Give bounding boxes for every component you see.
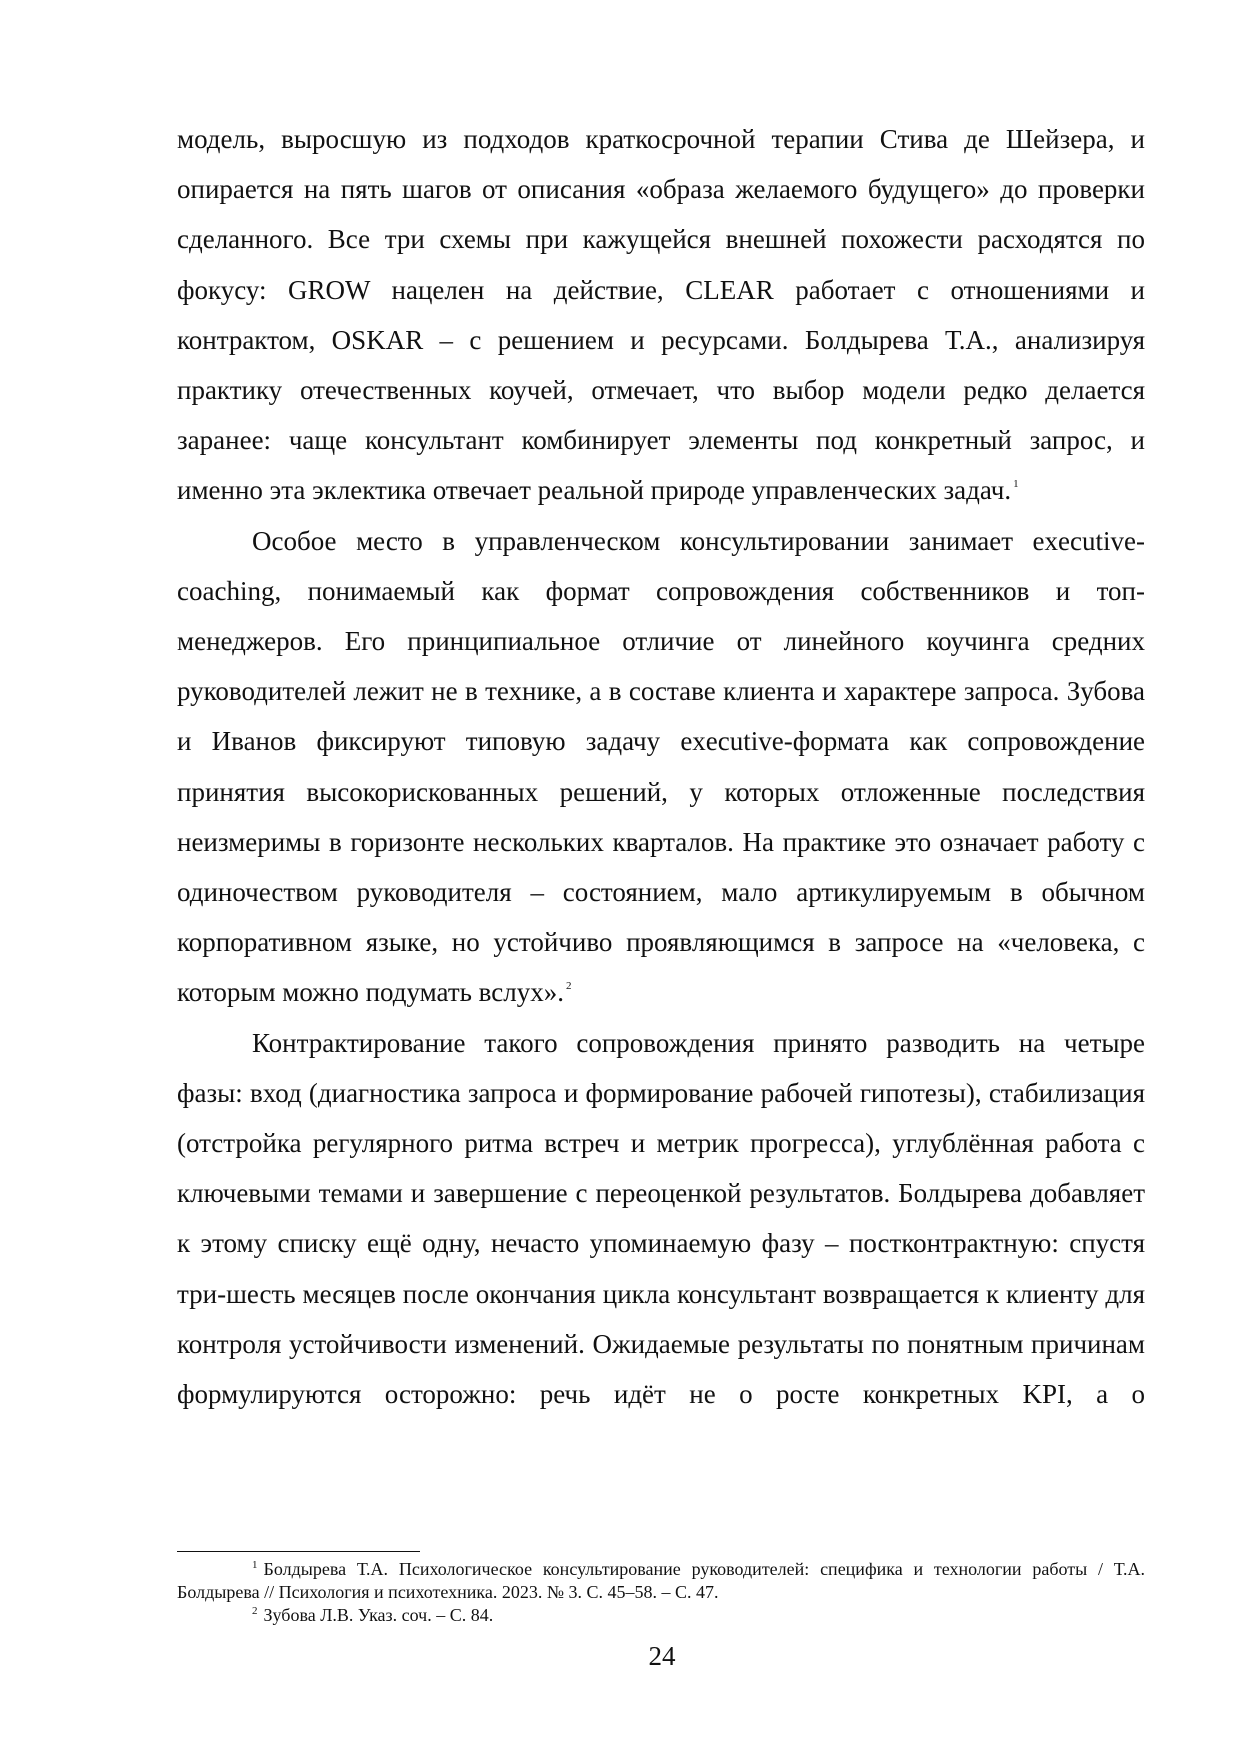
footnote-separator: [177, 1551, 420, 1552]
page-number: 24: [648, 1641, 676, 1671]
footnote-2-text: Зубова Л.В. Указ. соч. – С. 84.: [263, 1605, 494, 1625]
footnote-2: [177, 1604, 1145, 1627]
footnote-ref-2: 2: [565, 980, 572, 993]
footnote-1-number: 1: [252, 1559, 258, 1571]
paragraph-2: [177, 516, 1145, 1018]
footnote-1: [177, 1558, 1145, 1604]
footnotes: [177, 1558, 1145, 1627]
paragraph-1: [177, 114, 1145, 516]
paragraph-2-text: Особое место в управленческом консультировании занимает executive-coaching, понимаемый как формат сопровождения собственников и топ-менеджеров. Его принципиальное отличие от линейного коучинга средних руководителей лежит не в технике, а в составе клиента и характере запроса. Зубова и Иванов фиксируют типовую задачу executive-формата как сопровождение принятия высокорискованных решений, у которых отложенные последствия неизмеримы в горизонте нескольких кварталов. На практике это означает работу с одиночеством руководителя – состоянием, мало артикулируемым в обычном корпоративном языке, но устойчиво проявляющимся в запросе на «человека, с которым можно подумать вслух».: [177, 525, 1145, 1008]
paragraph-3: [177, 1018, 1145, 1420]
body-text: [177, 114, 1145, 1419]
footnote-ref-1: 1: [1013, 478, 1019, 491]
footnote-2-number: 2: [252, 1605, 258, 1617]
paragraph-1-text: модель, выросшую из подходов краткосрочной терапии Стива де Шейзера, и опирается на пять шагов от описания «образа желаемого будущего» до проверки сделанного. Все три схемы при кажущейся внешней похожести расходятся по фокусу: GROW нацелен на действие, CLEAR работает с отношениями и контрактом, OSKAR – с решением и ресурсами. Болдырева Т.А., анализируя практику отечественных коучей, отмечает, что выбор модели редко делается заранее: чаще консультант комбинирует элементы под конкретный запрос, и именно эта эклектика отвечает реальной природе управленческих задач.: [177, 124, 1145, 506]
footnote-1-text: Болдырева Т.А. Психологическое консультирование руководителей: специфика и технологии работы / Т.А. Болдырева // Психология и психотехника. 2023. № 3. С. 45–58. – С. 47.: [177, 1559, 1145, 1602]
paragraph-3-text: Контрактирование такого сопровождения принято разводить на четыре фазы: вход (диагностика запроса и формирование рабочей гипотезы), стабилизация (отстройка регулярного ритма встреч и метрик прогресса), углублённая работа с ключевыми темами и завершение с переоценкой результатов. Болдырева добавляет к этому списку ещё одну, нечасто упоминаемую фазу – постконтрактную: спустя три-шесть месяцев после окончания цикла консультант возвращается к клиенту для контроля устойчивости изменений. Ожидаемые результаты по понятным причинам формулируются осторожно: речь идёт не о росте конкретных KPI, а о: [177, 1027, 1145, 1410]
